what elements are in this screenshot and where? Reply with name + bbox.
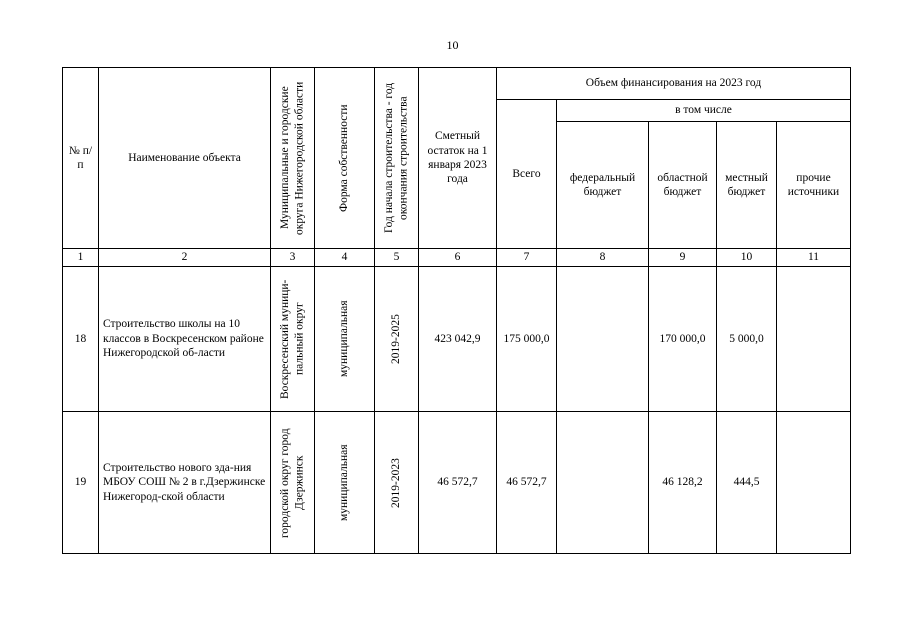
header-total: Всего [497, 100, 557, 249]
row-ownership: муниципальная [338, 300, 351, 378]
header-ownership-cell [315, 68, 375, 249]
row-municipality-cell [271, 412, 315, 554]
row-federal [557, 412, 649, 554]
row-estimate: 423 042,9 [419, 267, 497, 412]
header-estimate: Сметный остаток на 1 января 2023 года [419, 68, 497, 249]
row-local: 5 000,0 [717, 267, 777, 412]
row-years-cell [375, 412, 419, 554]
header-num: № п/п [63, 68, 99, 249]
row-years: 2019-2023 [390, 457, 403, 508]
row-regional: 170 000,0 [649, 267, 717, 412]
col-number: 1 [63, 249, 99, 267]
table-row [63, 267, 851, 412]
row-num: 19 [63, 412, 99, 554]
row-name: Строительство школы на 10 классов в Воскресенском районе Нижегородской об-ласти [99, 267, 271, 412]
row-years: 2019-2025 [390, 314, 403, 364]
row-local: 444,5 [717, 412, 777, 554]
row-estimate: 46 572,7 [419, 412, 497, 554]
col-number: 6 [419, 249, 497, 267]
row-ownership-cell [315, 412, 375, 554]
row-total: 175 000,0 [497, 267, 557, 412]
col-number: 11 [777, 249, 851, 267]
header-other: прочие источники [777, 122, 851, 249]
row-num: 18 [63, 267, 99, 412]
header-regional: областной бюджет [649, 122, 717, 249]
row-name: Строительство нового зда-ния МБОУ СОШ № 2 в г.Дзержинске Нижегород-ской области [99, 412, 271, 554]
row-total: 46 572,7 [497, 412, 557, 554]
header-years: Год начала строительства - год окончания строительства [383, 82, 410, 234]
header-name: Наименование объекта [99, 68, 271, 249]
row-ownership: муниципальная [338, 444, 351, 521]
page-number: 10 [446, 38, 459, 52]
row-ownership-cell [315, 267, 375, 412]
header-municipality: Муниципальные и городские округа Нижегородской области [279, 81, 306, 235]
col-number: 3 [271, 249, 315, 267]
col-number: 9 [649, 249, 717, 267]
header-funding: Объем финансирования на 2023 год [497, 68, 851, 100]
col-number: 2 [99, 249, 271, 267]
col-number: 5 [375, 249, 419, 267]
header-municipality-cell [271, 68, 315, 249]
column-numbers-row [63, 249, 851, 267]
col-number: 8 [557, 249, 649, 267]
col-number: 7 [497, 249, 557, 267]
header-federal: федеральный бюджет [557, 122, 649, 249]
col-number: 10 [717, 249, 777, 267]
row-regional: 46 128,2 [649, 412, 717, 554]
table-row [63, 412, 851, 554]
header-ownership: Форма собственности [338, 104, 351, 212]
row-other [777, 412, 851, 554]
header-local: местный бюджет [717, 122, 777, 249]
header-including: в том числе [557, 100, 851, 122]
row-other [777, 267, 851, 412]
financing-table [62, 67, 851, 554]
row-municipality: городской округ город Дзержинск [279, 427, 306, 538]
row-municipality: Воскресенский муници-пальный округ [279, 279, 306, 399]
row-municipality-cell [271, 267, 315, 412]
row-years-cell [375, 267, 419, 412]
col-number: 4 [315, 249, 375, 267]
row-federal [557, 267, 649, 412]
header-years-cell [375, 68, 419, 249]
